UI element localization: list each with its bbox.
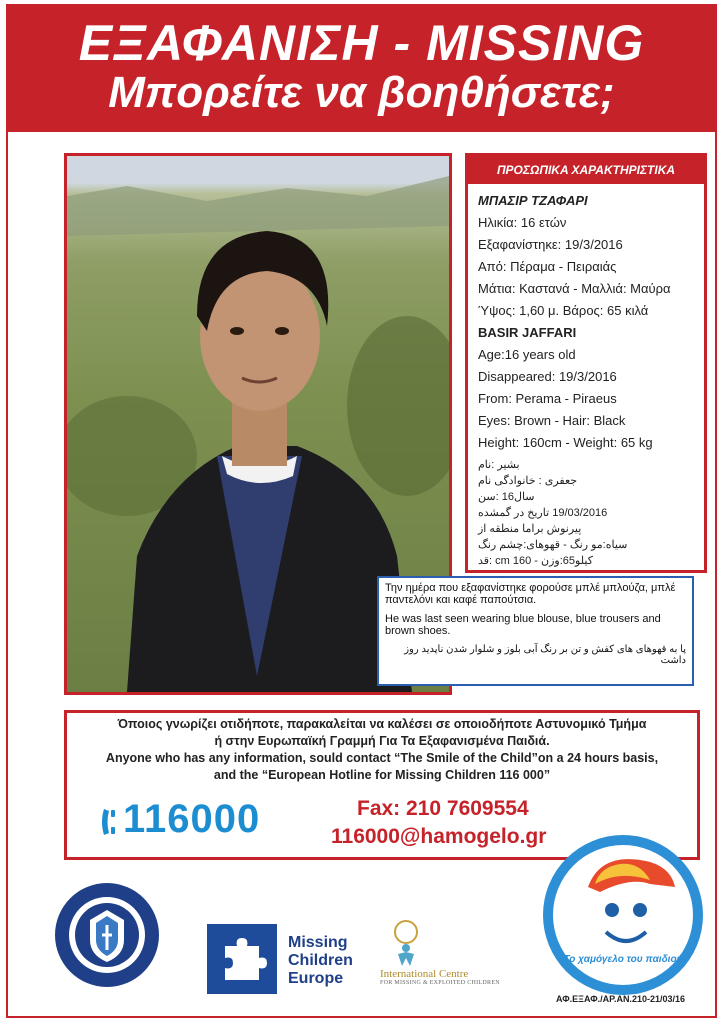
english-eyes: Eyes: Brown - Hair: Black [478, 413, 626, 428]
icmec-logo [380, 968, 500, 986]
icmec-figure-icon [388, 918, 424, 968]
icmec-name: International Centre [380, 968, 469, 980]
contact-greek-1: Όποιος γνωρίζει οτιδήποτε, παρακαλείται να καλέσει σε οποιοδήποτε Αστυνομικό Τμήμα [117, 717, 647, 731]
clothing-greek: Την ημέρα που εξαφανίστηκε φορούσε μπλέ μπλούζα, μπλέ παντελόνι και καφέ παπούτσια. [385, 582, 676, 606]
clothing-farsi: پا به قهوهای های کفش و تن بر رنگ آبی بلوز و شلوار شدن ناپدید روز داشت [404, 644, 686, 666]
icmec-subtitle: FOR MISSING & EXPLOITED CHILDREN [380, 980, 500, 986]
mce-line: Missing [288, 934, 348, 951]
english-name: BASIR JAFFARI [478, 325, 577, 340]
fax-number: Fax: 210 7609554 [357, 797, 529, 820]
greek-height: Ύψος: 1,60 μ. Βάρος: 65 κιλά [478, 303, 649, 318]
farsi-line: کیلو65:وزن - 160 cm :قد [478, 555, 593, 567]
english-disappeared: Disappeared: 19/3/2016 [478, 369, 617, 384]
farsi-line: 19/03/2016 تاریخ در گمشده [478, 507, 608, 519]
poster-header [6, 4, 717, 132]
hotline-number[interactable]: 116000 [123, 797, 261, 841]
headline-missing: ΕΞΑΦΑΝΙΣΗ - MISSING [78, 15, 645, 71]
mce-line: Europe [288, 970, 344, 987]
greek-name: ΜΠΑΣΙΡ ΤΖΑΦΑΡΙ [478, 193, 588, 208]
mce-label [288, 934, 353, 988]
clothing-english: He was last seen wearing blue blouse, blue trousers and brown shoes. [385, 613, 661, 637]
english-from: From: Perama - Piraeus [478, 391, 617, 406]
farsi-line: جعفری : خانوادگی نام [478, 475, 578, 487]
headline-help: Μπορείτε να βοηθήσετε; [108, 68, 615, 117]
farsi-line: پیرنوش براما منطقه از [478, 523, 582, 535]
hellenic-police-logo [52, 880, 162, 990]
greek-eyes: Μάτια: Καστανά - Μαλλιά: Μαύρα [478, 281, 671, 296]
farsi-line: سیاه:مو رنگ - قهوهای:چشم رنگ [478, 539, 628, 551]
phone-icon [100, 807, 118, 837]
clothing-description [377, 576, 694, 686]
reference-code: ΑΦ.ΕΞΑΦ./ΑΡ.ΑΝ.210-21/03/16 [556, 994, 685, 1004]
personal-details-panel [465, 153, 707, 573]
greek-age: Ηλικία: 16 ετών [478, 215, 567, 230]
english-height: Height: 160cm - Weight: 65 kg [478, 435, 653, 450]
contact-greek-2: ή στην Ευρωπαϊκή Γραμμή Για Τα Εξαφανισμένα Παιδιά. [214, 734, 550, 748]
mce-line: Children [288, 952, 353, 969]
smile-logo-text: Το χαμόγελο του παιδιού [563, 954, 683, 965]
missing-children-europe-logo [207, 924, 277, 994]
greek-from: Από: Πέραμα - Πειραιάς [478, 259, 617, 274]
contact-email[interactable]: 116000@hamogelo.gr [331, 825, 547, 848]
greek-disappeared: Εξαφανίστηκε: 19/3/2016 [478, 237, 623, 252]
contact-english-1: Anyone who has any information, sould contact “The Smile of the Child”on a 24 hours basis, [105, 751, 659, 765]
farsi-line: بشیر :نام [478, 459, 520, 471]
details-title: ΠΡΟΣΩΠΙΚΑ ΧΑΡΑΚΤΗΡΙΣΤΙΚΑ [468, 156, 704, 184]
puzzle-icon [207, 924, 277, 994]
smile-of-the-child-logo [540, 832, 706, 998]
contact-english-2: and the “European Hotline for Missing Children 116 000” [213, 768, 551, 782]
english-age: Age:16 years old [478, 347, 576, 362]
farsi-line: سال16 :سن [478, 491, 535, 503]
